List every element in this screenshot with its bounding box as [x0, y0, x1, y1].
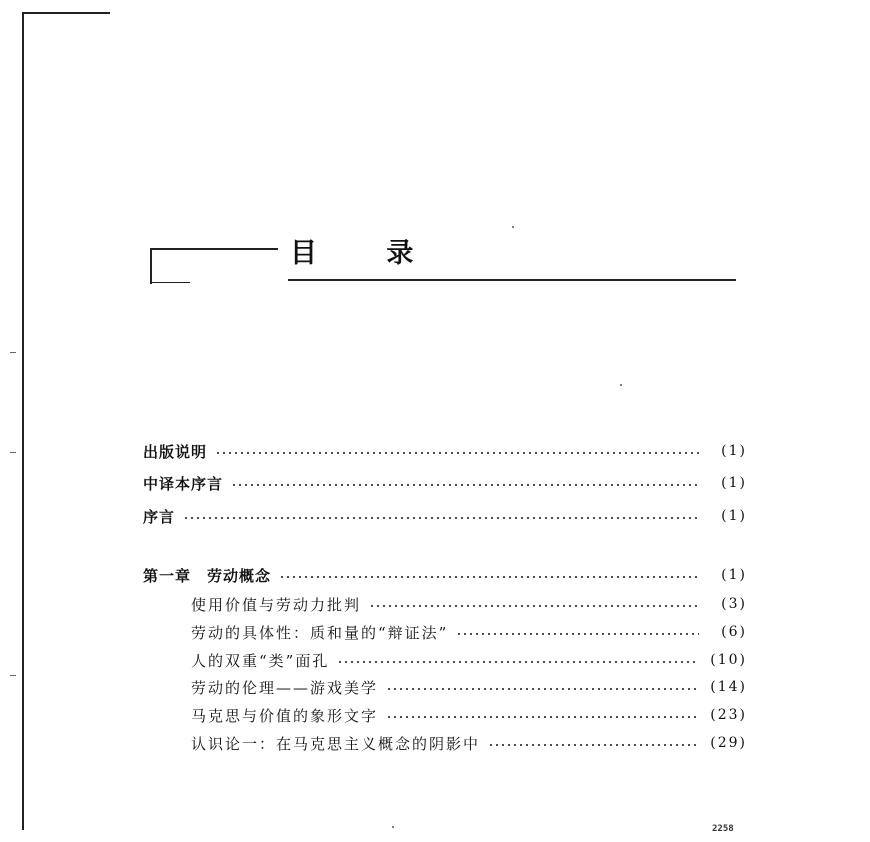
margin-tick: [10, 675, 16, 676]
toc-leader: [337, 661, 699, 663]
toc-section-title: 马克思与价值的象形文字: [191, 706, 379, 725]
scan-speck: [512, 226, 514, 228]
toc-entry-page: (1): [721, 443, 747, 459]
toc-section-title: 使用价值与劳动力批判: [191, 595, 362, 614]
page-edge-top: [22, 12, 110, 14]
toc-section: [191, 730, 747, 756]
toc-entry-page: (1): [721, 508, 747, 524]
toc-chapter: [143, 562, 747, 588]
toc-leader: [386, 716, 699, 718]
toc-leader: [231, 484, 699, 486]
toc-leader: [369, 605, 699, 607]
title-bracket: [150, 282, 190, 283]
toc-entry: [143, 503, 747, 529]
toc-chapter-page: (1): [721, 567, 747, 583]
scan-speck: [620, 384, 622, 386]
toc-section: [191, 702, 747, 728]
toc-section: [191, 674, 747, 700]
toc-section-title: 劳动的伦理——游戏美学: [191, 678, 379, 697]
toc-entry-title: 出版说明: [143, 442, 208, 461]
toc-leader: [456, 633, 699, 635]
page-title: 目 录: [290, 238, 444, 269]
toc-leader: [183, 517, 699, 519]
toc-section-page: (6): [721, 624, 747, 640]
footer-mark: 2258: [712, 824, 734, 834]
toc-section-title: 劳动的具体性：质和量的“辩证法”: [191, 623, 449, 642]
toc-section-page: (3): [721, 596, 747, 612]
margin-tick: [10, 352, 16, 353]
title-rule: [288, 279, 736, 281]
toc-chapter-title: 第一章 劳动概念: [143, 566, 272, 585]
title-bracket: [150, 248, 152, 284]
title-bracket: [150, 248, 278, 250]
toc-entry-title: 序言: [143, 507, 176, 526]
toc-entry-title: 中译本序言: [143, 474, 224, 493]
toc-leader: [386, 688, 699, 690]
toc-entry: [143, 438, 747, 464]
toc-leader: [488, 744, 699, 746]
toc-section-title: 人的双重“类”面孔: [191, 651, 330, 670]
toc-section: [191, 591, 747, 617]
toc-entry-page: (1): [721, 475, 747, 491]
toc-section: [191, 619, 747, 645]
toc-section: [191, 647, 747, 673]
scan-speck: [392, 826, 394, 828]
page-edge-left: [22, 12, 24, 830]
toc-section-page: (10): [710, 652, 747, 668]
toc-leader: [279, 576, 699, 578]
toc-section-page: (23): [710, 707, 747, 723]
margin-tick: [10, 452, 16, 453]
toc-entry: [143, 470, 747, 496]
toc-section-page: (29): [710, 735, 747, 751]
toc-section-title: 认识论一：在马克思主义概念的阴影中: [191, 734, 481, 753]
toc-leader: [215, 452, 699, 454]
toc-section-page: (14): [710, 679, 747, 695]
